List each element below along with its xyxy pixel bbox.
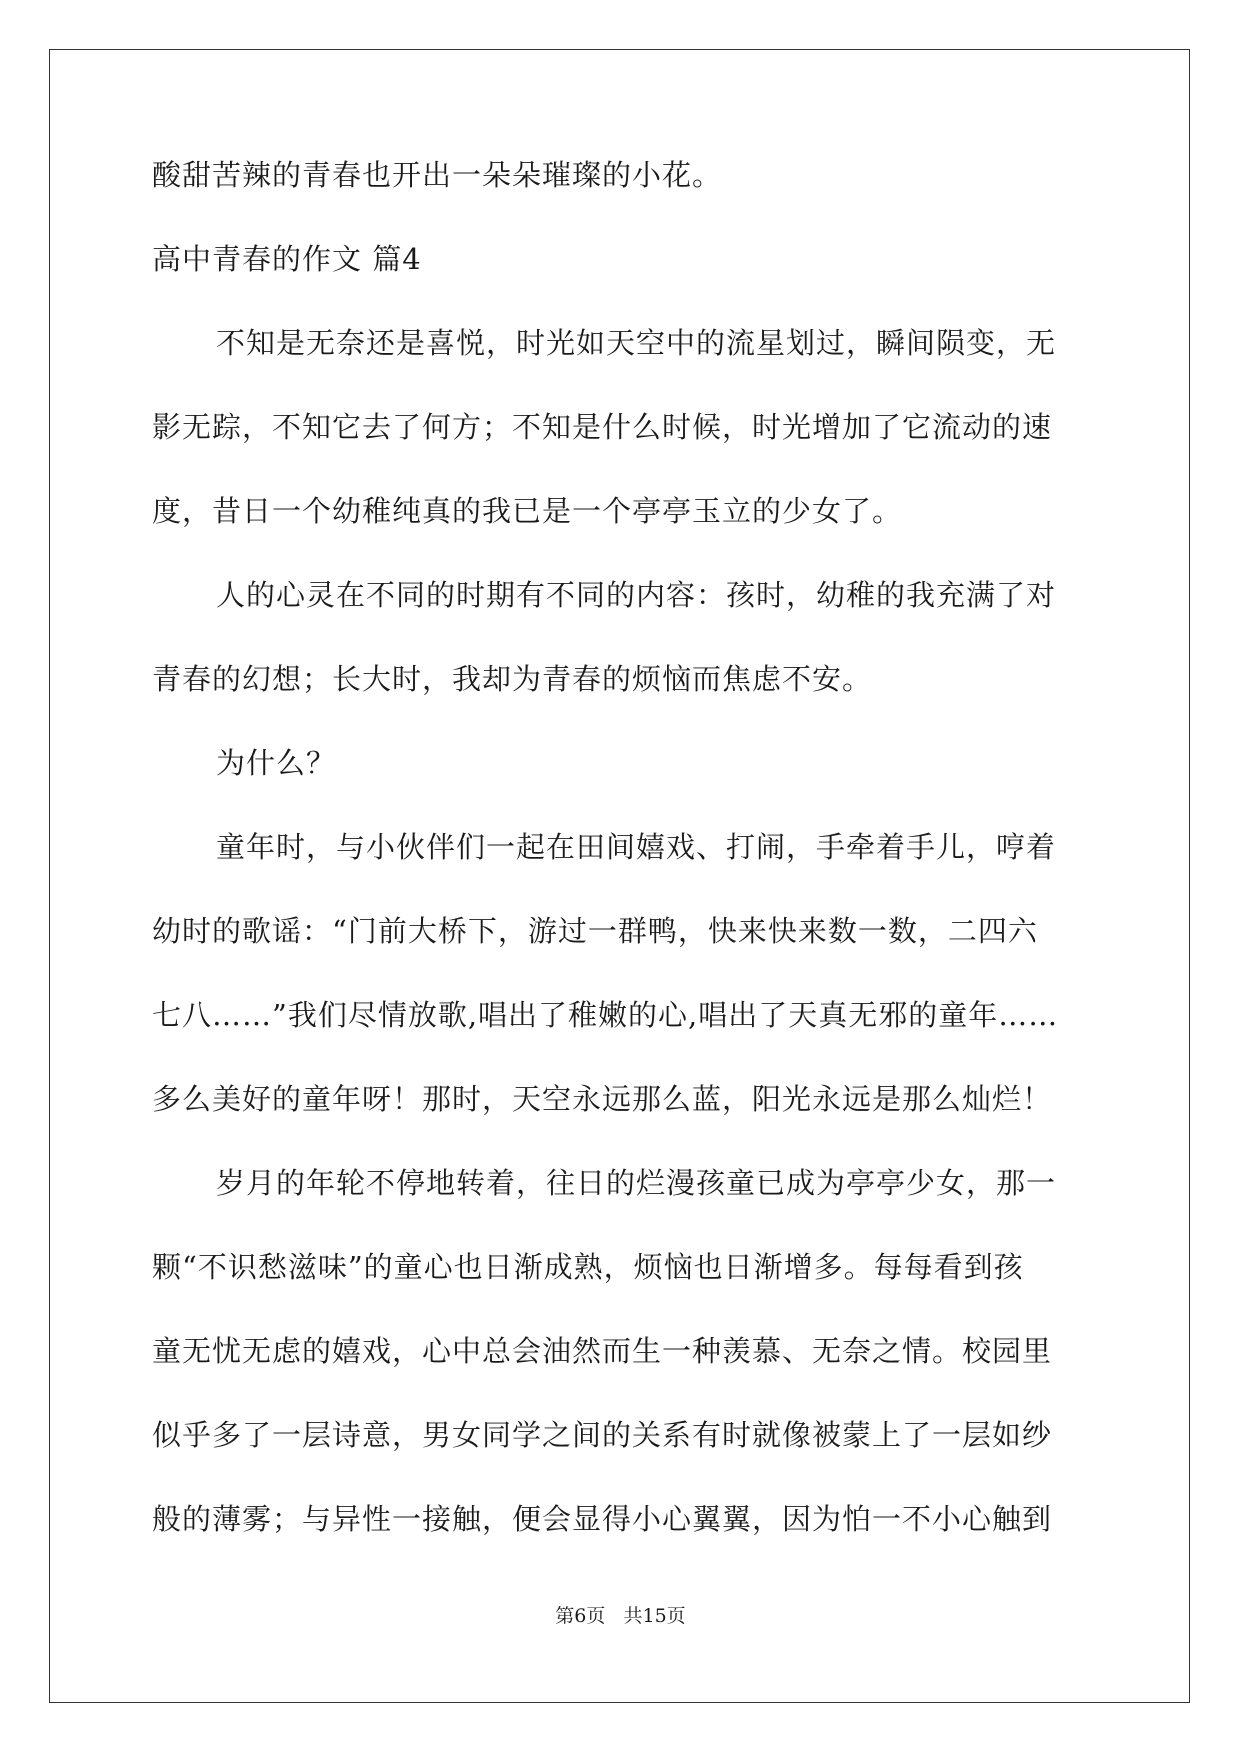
text-line: 般的薄雾；与异性一接触，便会显得小心翼翼，因为怕一不小心触到: [152, 1502, 1053, 1536]
text-line: 青春的幻想；长大时，我却为青春的烦恼而焦虑不安。: [152, 662, 873, 696]
text-line: 童无忧无虑的嬉戏，心中总会油然而生一种羡慕、无奈之情。校园里: [152, 1334, 1053, 1368]
text-line: 岁月的年轮不停地转着，往日的烂漫孩童已成为亭亭少女，那一: [216, 1166, 1057, 1200]
text-line: 为什么？: [216, 746, 337, 780]
text-line: 度，昔日一个幼稚纯真的我已是一个亭亭玉立的少女了。: [152, 494, 903, 528]
page-number-footer: 第6页 共15页: [555, 1605, 686, 1627]
text-line: 七八……”我们尽情放歌,唱出了稚嫩的心,唱出了天真无邪的童年……: [152, 998, 1059, 1032]
text-line: 幼时的歌谣：“门前大桥下，游过一群鸭，快来快来数一数，二四六: [152, 914, 1038, 948]
text-line: 影无踪，不知它去了何方；不知是什么时候，时光增加了它流动的速: [152, 410, 1053, 444]
text-line: 颗“不识愁滋味”的童心也日渐成熟，烦恼也日渐增多。每每看到孩: [152, 1250, 1024, 1284]
text-line: 人的心灵在不同的时期有不同的内容：孩时，幼稚的我充满了对: [216, 578, 1057, 612]
text-line: 多么美好的童年呀！那时，天空永远那么蓝，阳光永远是那么灿烂！: [152, 1082, 1053, 1116]
section-heading: 高中青春的作文 篇4: [152, 242, 422, 276]
document-body: [152, 160, 1092, 1588]
text-line: 似乎多了一层诗意，男女同学之间的关系有时就像被蒙上了一层如纱: [152, 1418, 1053, 1452]
text-line: 酸甜苦辣的青春也开出一朵朵璀璨的小花。: [152, 158, 723, 192]
text-line: 童年时，与小伙伴们一起在田间嬉戏、打闹，手牵着手儿，哼着: [216, 830, 1057, 864]
text-line: 不知是无奈还是喜悦，时光如天空中的流星划过，瞬间陨变，无: [216, 326, 1057, 360]
